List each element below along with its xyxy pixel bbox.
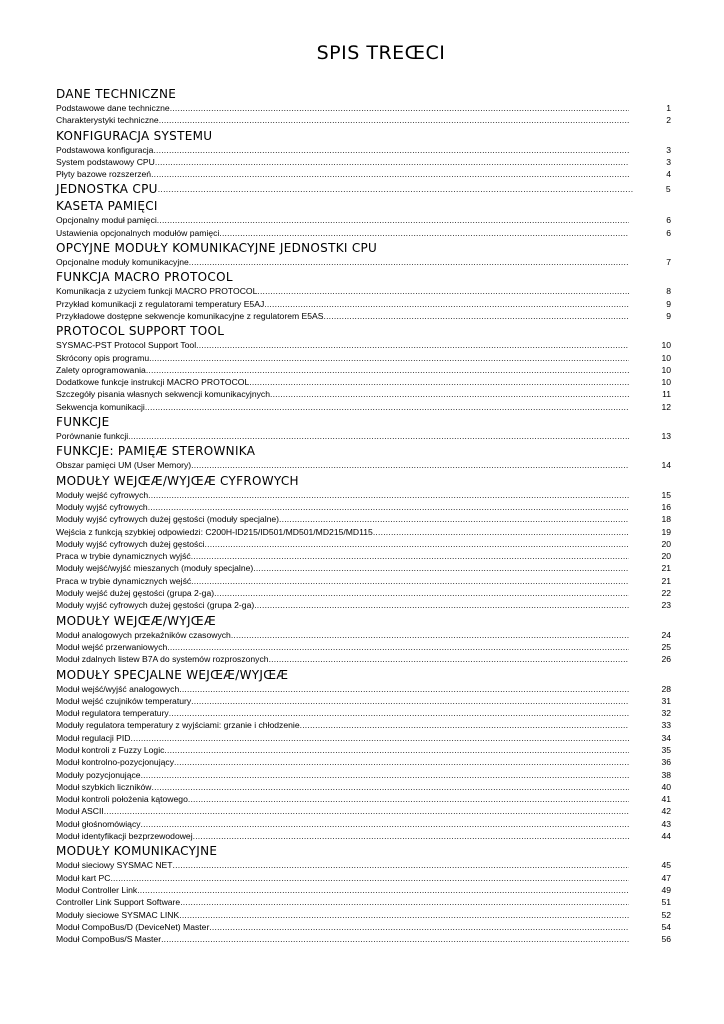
section-heading bbox=[56, 614, 671, 629]
dot-leader bbox=[145, 401, 629, 413]
toc-entry-label: Moduły wyjść cyfrowych dużej gęstości (moduły specjalne) bbox=[56, 514, 280, 525]
toc-entry-label: Moduł głośnomówiący bbox=[56, 818, 141, 829]
page-number: 10 bbox=[661, 377, 671, 388]
page-number: 9 bbox=[666, 310, 671, 321]
dot-leader bbox=[179, 909, 629, 921]
toc-entry-label: Przykład komunikacji z regulatorami temperatury E5AJ bbox=[56, 298, 265, 309]
dot-leader bbox=[167, 641, 629, 653]
toc-entry-label: Moduł CompoBus/S Master bbox=[56, 934, 162, 945]
dot-leader bbox=[270, 388, 629, 400]
dot-leader bbox=[191, 695, 629, 707]
page-number: 10 bbox=[661, 340, 671, 351]
section-heading bbox=[56, 182, 671, 197]
toc-entry[interactable] bbox=[56, 884, 671, 896]
toc-entry[interactable] bbox=[56, 629, 671, 641]
dot-leader bbox=[231, 629, 629, 641]
page-number: 2 bbox=[666, 115, 671, 126]
toc-entry-label: Charakterystyki techniczne bbox=[56, 115, 159, 126]
dot-leader bbox=[137, 884, 629, 896]
toc-entry-label: SYSMAC-PST Protocol Support Tool bbox=[56, 340, 197, 351]
toc-entry[interactable] bbox=[56, 550, 671, 562]
page-number: 24 bbox=[661, 629, 671, 640]
page-number: 5 bbox=[665, 184, 671, 195]
page-number: 51 bbox=[661, 897, 671, 908]
toc-entry-label: Praca w trybie dynamicznych wyjść bbox=[56, 551, 191, 562]
dot-leader bbox=[191, 550, 629, 562]
dot-leader bbox=[158, 182, 633, 197]
toc-entry[interactable] bbox=[56, 818, 671, 830]
toc-entry-label: Praca w trybie dynamicznych wejść bbox=[56, 575, 192, 586]
toc-entry[interactable] bbox=[56, 227, 671, 239]
toc-entry-label: Opcjonalny moduł pamięci bbox=[56, 215, 157, 226]
dot-leader bbox=[191, 459, 629, 471]
toc-entry[interactable] bbox=[56, 388, 671, 400]
toc-entry[interactable] bbox=[56, 501, 671, 513]
toc-entry-label: Moduły wyjść cyfrowych dużej gęstości (grupa 2-ga) bbox=[56, 600, 255, 611]
page-number: 8 bbox=[666, 286, 671, 297]
section-heading-text: OPCYJNE MODUŁY KOMUNIKACYJNE JEDNOSTKI CPU bbox=[56, 241, 378, 256]
toc-entry-label: Opcjonalne moduły komunikacyjne bbox=[56, 257, 189, 268]
dot-leader bbox=[159, 114, 629, 126]
page-number: 33 bbox=[661, 720, 671, 731]
toc-entry[interactable] bbox=[56, 562, 671, 574]
page-number: 28 bbox=[661, 683, 671, 694]
toc-entry-label: Porównanie funkcji bbox=[56, 431, 129, 442]
toc-entry-label: Dodatkowe funkcje instrukcji MACRO PROTOCOL bbox=[56, 377, 250, 388]
toc-entry-label: Moduł CompoBus/D (DeviceNet) Master bbox=[56, 921, 210, 932]
page-number: 7 bbox=[666, 257, 671, 268]
section-heading-text: JEDNOSTKA CPU bbox=[56, 182, 158, 197]
dot-leader bbox=[146, 364, 629, 376]
section-heading bbox=[56, 129, 671, 144]
dot-leader bbox=[189, 256, 629, 268]
toc-entry[interactable] bbox=[56, 921, 671, 933]
toc-entry[interactable] bbox=[56, 599, 671, 611]
toc-entry-label: Komunikacja z użyciem funkcji MACRO PROTOCOL bbox=[56, 286, 258, 297]
page-number: 21 bbox=[661, 575, 671, 586]
page-number: 6 bbox=[666, 215, 671, 226]
toc-entry-label: Moduły sieciowe SYSMAC LINK bbox=[56, 909, 180, 920]
page-number: 22 bbox=[661, 588, 671, 599]
toc-entry[interactable] bbox=[56, 719, 671, 731]
dot-leader bbox=[324, 310, 630, 322]
toc-entry[interactable] bbox=[56, 156, 671, 168]
dot-leader bbox=[148, 501, 629, 513]
toc-entry[interactable] bbox=[56, 641, 671, 653]
dot-leader bbox=[249, 376, 629, 388]
page-number: 25 bbox=[661, 641, 671, 652]
section-heading-text: KASETA PAMIĘCI bbox=[56, 199, 158, 214]
toc-entry[interactable] bbox=[56, 144, 671, 156]
toc-entry[interactable] bbox=[56, 909, 671, 921]
dot-leader bbox=[155, 156, 629, 168]
page-number: 45 bbox=[661, 860, 671, 871]
page-number: 3 bbox=[666, 144, 671, 155]
toc-entry-label: Moduły wyjść cyfrowych dużej gęstości bbox=[56, 538, 205, 549]
page-number: 47 bbox=[661, 872, 671, 883]
toc-entry-label: System podstawowy CPU bbox=[56, 156, 155, 167]
toc-entry-label: Moduł wejść/wyjść analogowych bbox=[56, 683, 180, 694]
toc-entry[interactable] bbox=[56, 114, 671, 126]
toc-entry[interactable] bbox=[56, 459, 671, 471]
toc-entry[interactable] bbox=[56, 168, 671, 180]
page-number: 52 bbox=[661, 909, 671, 920]
page-number: 9 bbox=[666, 298, 671, 309]
toc-entry[interactable] bbox=[56, 430, 671, 442]
toc-entry-label: Moduły wyjść cyfrowych bbox=[56, 501, 148, 512]
toc-entry[interactable] bbox=[56, 489, 671, 501]
toc-entry[interactable] bbox=[56, 805, 671, 817]
toc-entry-label: Moduł kart PC bbox=[56, 872, 111, 883]
page-number: 35 bbox=[661, 744, 671, 755]
page-number: 18 bbox=[661, 514, 671, 525]
toc-entry-label: Moduł kontroli z Fuzzy Logic bbox=[56, 744, 165, 755]
section-heading-text: KONFIGURACJA SYSTEMU bbox=[56, 128, 213, 143]
toc-entry[interactable] bbox=[56, 732, 671, 744]
section-heading-text: MODUŁY WEJŒÆ/WYJŒÆ bbox=[56, 613, 216, 628]
toc-entry-label: Zalety oprogramowania bbox=[56, 364, 146, 375]
page-number: 31 bbox=[661, 695, 671, 706]
section-heading bbox=[56, 415, 671, 430]
page-number: 3 bbox=[666, 156, 671, 167]
toc-entry[interactable] bbox=[56, 587, 671, 599]
dot-leader bbox=[253, 562, 629, 574]
toc-entry[interactable] bbox=[56, 538, 671, 550]
page-number: 36 bbox=[661, 757, 671, 768]
toc-entry[interactable] bbox=[56, 683, 671, 695]
toc-entry-label: Podstawowe dane techniczne bbox=[56, 103, 170, 113]
page-number: 4 bbox=[666, 169, 671, 180]
dot-leader bbox=[151, 168, 629, 180]
page-number: 1 bbox=[666, 103, 671, 113]
section-heading-text: MODUŁY SPECJALNE WEJŒÆ/WYJŒÆ bbox=[56, 667, 289, 682]
toc-entry[interactable] bbox=[56, 256, 671, 268]
toc-entry[interactable] bbox=[56, 695, 671, 707]
toc-entry[interactable] bbox=[56, 401, 671, 413]
section-heading-text: PROTOCOL SUPPORT TOOL bbox=[56, 324, 225, 339]
toc-entry[interactable] bbox=[56, 285, 671, 297]
toc-entry-label: Szczegóły pisania własnych sekwencji komunikacyjnych bbox=[56, 389, 270, 400]
page-number: 10 bbox=[661, 364, 671, 375]
toc-entry[interactable] bbox=[56, 298, 671, 310]
page-number: 13 bbox=[661, 431, 671, 442]
toc-entry-label: Moduły wejść/wyjść mieszanych (moduły specjalne) bbox=[56, 563, 254, 574]
toc-entry-label: Moduł wejść czujników temperatury bbox=[56, 695, 192, 706]
section-heading-text: MODUŁY KOMUNIKACYJNE bbox=[56, 844, 218, 859]
table-of-contents bbox=[56, 85, 671, 945]
dot-leader bbox=[148, 489, 629, 501]
page-number: 32 bbox=[661, 708, 671, 719]
dot-leader bbox=[153, 144, 629, 156]
toc-entry-label: Moduł identyfikacji bezprzewodowej bbox=[56, 831, 193, 842]
toc-entry-label: Przykładowe dostępne sekwencje komunikacyjne z regulatorem E5AS bbox=[56, 310, 324, 321]
toc-entry[interactable] bbox=[56, 830, 671, 842]
section-heading-text: FUNKCJE bbox=[56, 415, 110, 430]
toc-entry[interactable] bbox=[56, 364, 671, 376]
toc-entry-label: Wejścia z funkcją szybkiej odpowiedzi: C200H-ID215/ID501/MD501/MD215/MD115 bbox=[56, 526, 373, 537]
dot-leader bbox=[196, 339, 629, 351]
toc-entry-label: Płyty bazowe rozszerzeń bbox=[56, 169, 152, 180]
toc-entry-label: Moduł zdalnych listew B7A do systemów rozproszonych bbox=[56, 654, 269, 665]
page-number: 40 bbox=[661, 781, 671, 792]
dot-leader bbox=[173, 859, 629, 871]
toc-entry-label: Moduł sieciowy SYSMAC NET bbox=[56, 860, 173, 871]
section-heading bbox=[56, 444, 671, 459]
page-number: 20 bbox=[661, 538, 671, 549]
page-number: 20 bbox=[661, 551, 671, 562]
toc-entry[interactable] bbox=[56, 214, 671, 226]
toc-entry[interactable] bbox=[56, 513, 671, 525]
toc-entry-label: Sekwencja komunikacji bbox=[56, 401, 145, 412]
section-heading-text: FUNKCJA MACRO PROTOCOL bbox=[56, 270, 233, 285]
dot-leader bbox=[128, 430, 629, 442]
dot-leader bbox=[269, 653, 629, 665]
dot-leader bbox=[205, 538, 629, 550]
dot-leader bbox=[180, 896, 629, 908]
page-number: 16 bbox=[661, 501, 671, 512]
toc-entry[interactable] bbox=[56, 769, 671, 781]
dot-leader bbox=[209, 921, 629, 933]
page-number: 21 bbox=[661, 563, 671, 574]
toc-entry-label: Podstawowa konfiguracja bbox=[56, 144, 154, 155]
dot-leader bbox=[141, 769, 629, 781]
toc-entry[interactable] bbox=[56, 781, 671, 793]
section-heading bbox=[56, 324, 671, 339]
toc-entry-label: Moduł analogowych przekaźników czasowych bbox=[56, 629, 231, 640]
dot-leader bbox=[300, 719, 629, 731]
page-number: 41 bbox=[661, 794, 671, 805]
toc-entry[interactable] bbox=[56, 526, 671, 538]
toc-entry[interactable] bbox=[56, 896, 671, 908]
dot-leader bbox=[110, 872, 629, 884]
dot-leader bbox=[170, 102, 629, 114]
dot-leader bbox=[131, 732, 629, 744]
dot-leader bbox=[179, 683, 629, 695]
dot-leader bbox=[161, 933, 629, 945]
dot-leader bbox=[174, 756, 629, 768]
page-number: 56 bbox=[661, 934, 671, 945]
dot-leader bbox=[164, 744, 629, 756]
section-heading bbox=[56, 87, 671, 102]
toc-entry-label: Controller Link Support Software bbox=[56, 897, 181, 908]
section-heading bbox=[56, 668, 671, 683]
dot-leader bbox=[191, 575, 629, 587]
dot-leader bbox=[152, 781, 629, 793]
page-number: 6 bbox=[666, 227, 671, 238]
dot-leader bbox=[149, 352, 629, 364]
toc-entry-label: Moduł wejść przerwaniowych bbox=[56, 641, 168, 652]
page-number: 12 bbox=[661, 401, 671, 412]
toc-entry[interactable] bbox=[56, 744, 671, 756]
page-number: 23 bbox=[661, 600, 671, 611]
toc-entry-label: Obszar pamięci UM (User Memory) bbox=[56, 460, 192, 471]
page-number: 43 bbox=[661, 818, 671, 829]
toc-entry[interactable] bbox=[56, 756, 671, 768]
page-number: 19 bbox=[661, 526, 671, 537]
toc-entry-label: Moduły wejść cyfrowych bbox=[56, 489, 149, 500]
dot-leader bbox=[157, 214, 629, 226]
toc-entry-label: Moduł regulatora temperatury bbox=[56, 708, 169, 719]
dot-leader bbox=[193, 830, 629, 842]
page-number: 49 bbox=[661, 884, 671, 895]
toc-entry[interactable] bbox=[56, 575, 671, 587]
dot-leader bbox=[214, 587, 629, 599]
page-number: 38 bbox=[661, 769, 671, 780]
toc-entry-label: Moduł regulacji PID bbox=[56, 732, 131, 743]
section-heading bbox=[56, 844, 671, 859]
toc-entry-label: Moduły pozycjonujące bbox=[56, 769, 141, 780]
toc-entry-label: Moduł szybkich liczników bbox=[56, 781, 152, 792]
section-heading-text: FUNKCJE: PAMIĘÆ STEROWNIKA bbox=[56, 444, 256, 459]
page-number: 15 bbox=[661, 489, 671, 500]
toc-entry[interactable] bbox=[56, 339, 671, 351]
page-number: 26 bbox=[661, 654, 671, 665]
dot-leader bbox=[219, 227, 629, 239]
toc-entry[interactable] bbox=[56, 707, 671, 719]
dot-leader bbox=[257, 285, 629, 297]
dot-leader bbox=[264, 298, 629, 310]
toc-entry-label: Moduł kontroli położenia kątowego bbox=[56, 794, 188, 805]
toc-entry[interactable] bbox=[56, 872, 671, 884]
section-heading-text: DANE TECHNICZNE bbox=[56, 87, 177, 101]
toc-entry-label: Moduł ASCII bbox=[56, 806, 104, 817]
section-heading bbox=[56, 474, 671, 489]
dot-leader bbox=[254, 599, 629, 611]
page-number: 34 bbox=[661, 732, 671, 743]
toc-entry[interactable] bbox=[56, 310, 671, 322]
toc-entry[interactable] bbox=[56, 933, 671, 945]
page-number: 10 bbox=[661, 352, 671, 363]
dot-leader bbox=[169, 707, 629, 719]
dot-leader bbox=[188, 793, 629, 805]
toc-entry-label: Ustawienia opcjonalnych modułów pamięci bbox=[56, 227, 220, 238]
page-number: 42 bbox=[661, 806, 671, 817]
toc-entry[interactable] bbox=[56, 859, 671, 871]
dot-leader bbox=[373, 526, 629, 538]
toc-entry[interactable] bbox=[56, 653, 671, 665]
dot-leader bbox=[141, 818, 629, 830]
section-heading bbox=[56, 270, 671, 285]
toc-entry-label: Moduły regulatora temperatury z wyjściami: grzanie i chłodzenie bbox=[56, 720, 300, 731]
toc-entry[interactable] bbox=[56, 102, 671, 114]
section-heading bbox=[56, 199, 671, 214]
page-number: 14 bbox=[661, 460, 671, 471]
toc-entry-label: Moduł kontrolno-pozycjonujący bbox=[56, 757, 174, 768]
dot-leader bbox=[104, 805, 629, 817]
page-title: SPIS TREŒCI bbox=[316, 42, 446, 64]
toc-entry[interactable] bbox=[56, 376, 671, 388]
toc-entry[interactable] bbox=[56, 793, 671, 805]
section-heading bbox=[56, 241, 671, 256]
page-number: 11 bbox=[662, 389, 671, 400]
toc-entry-label: Moduł Controller Link bbox=[56, 884, 138, 895]
section-heading-text: MODUŁY WEJŒÆ/WYJŒÆ CYFROWYCH bbox=[56, 473, 299, 488]
page-number: 54 bbox=[661, 921, 671, 932]
toc-entry-label: Skrócony opis programu bbox=[56, 352, 150, 363]
toc-entry-label: Moduły wejść dużej gęstości (grupa 2-ga) bbox=[56, 588, 215, 599]
toc-entry[interactable] bbox=[56, 352, 671, 364]
page-number: 44 bbox=[661, 831, 671, 842]
dot-leader bbox=[279, 513, 629, 525]
